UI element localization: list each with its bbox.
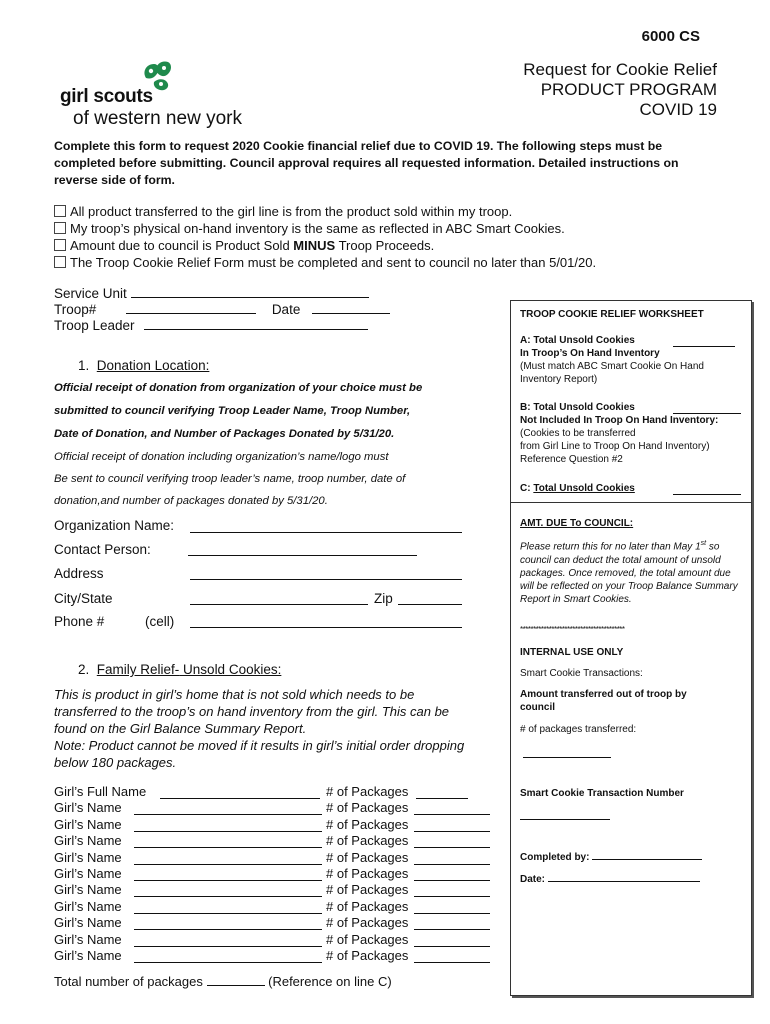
family-relief-description: This is product in girl’s home that is not sold which needs to be transferred to the troop’s on hand inventory from the girl. This can be found on the Girl Balance Summary Report. Note: Product cannot be moved if it results in girl’s initial order dropping below 180 packages. [54,687,465,770]
table-row: Girl’s Full Name # of Packages [54,784,494,800]
line-b-label: B: Total Unsold Cookies [520,402,635,413]
worksheet-date-label: Date: [520,872,746,886]
line-a-label: A: Total Unsold Cookies [520,335,635,346]
packages-line[interactable] [414,950,490,963]
line-c-input[interactable] [673,482,741,495]
girl-name-line[interactable] [134,868,322,881]
internal-use-label: INTERNAL USE ONLY [520,647,624,658]
intro-text: Complete this form to request 2020 Cookie financial relief due to COVID 19. The following steps must be completed before submitting. Council approval requires all requested information. Detailed instructions on reverse side of form. [54,139,679,187]
table-row: Girl’s Name # of Packages [54,866,494,882]
checkbox[interactable] [54,205,66,217]
org-name-label: Organization Name: [54,518,175,533]
checklist-item: The Troop Cookie Relief Form must be completed and sent to council no later than 5/01/20. [54,254,724,271]
line-b-input[interactable] [673,401,741,414]
line-c-label: C: Total Unsold Cookies [520,483,635,494]
girl-name-line[interactable] [134,884,322,897]
total-packages-line[interactable] [207,973,265,986]
page-title [420,60,717,120]
family-relief-heading: 2. Family Relief- Unsold Cookies: [78,662,282,677]
packages-line[interactable] [414,917,490,930]
service-unit-line[interactable] [131,285,369,298]
girl-packages-table [54,784,494,964]
packages-line[interactable] [414,868,490,881]
troop-leader-field[interactable]: Troop Leader [54,317,368,333]
separator-stars: **************************************** [520,625,625,634]
worksheet-divider [511,502,751,503]
table-row: Girl’s Name # of Packages [54,948,494,964]
logo-text-girl-scouts: girl scouts [60,86,153,107]
contact-person-line[interactable] [188,543,417,556]
troop-date-line[interactable] [312,301,390,314]
title-line-1: Request for Cookie Relief [523,60,717,79]
girl-name-line[interactable] [134,950,322,963]
contact-person-label: Contact Person: [54,542,151,557]
girl-name-line[interactable] [160,786,320,799]
table-row: Girl’s Name # of Packages [54,899,494,915]
title-line-3: COVID 19 [639,100,717,119]
zip-label: Zip [374,591,393,606]
packages-line[interactable] [414,819,490,832]
checklist-item: All product transferred to the girl line is from the product sold within my troop. [54,203,724,220]
line-a-sublabel: In Troop’s On Hand Inventory [520,348,660,359]
line-a-note: (Must match ABC Smart Cookie On Hand Inventory Report) [520,361,704,385]
line-b-note: (Cookies to be transferred [520,428,636,439]
checklist-item: My troop’s physical on-hand inventory is the same as reflected in ABC Smart Cookies. [54,220,724,237]
packages-line[interactable] [414,852,490,865]
form-code: 6000 CS [641,28,700,45]
checklist-item: Amount due to council is Product Sold MINUS Troop Proceeds. [54,237,724,254]
logo-text-region: of western new york [73,108,242,129]
donation-note-line: donation,and number of packages donated by 5/31/20. [54,495,328,507]
packages-line[interactable] [414,802,490,815]
packages-line[interactable] [414,934,490,947]
table-row: Girl’s Name # of Packages [54,882,494,898]
completed-by-label: Completed by: [520,850,746,864]
return-instructions: Please return this for no later than May 1st so council can deduct the total amount of unsold packages. Once removed, the total amount due will be reflected on your Troop Balance Summary Report in Smart Cookies. [520,540,738,606]
phone-line[interactable] [190,615,462,628]
packages-line[interactable] [414,901,490,914]
troop-number-line[interactable] [126,301,256,314]
table-row: Girl’s Name # of Packages [54,833,494,849]
packages-line[interactable] [414,835,490,848]
girl-name-line[interactable] [134,852,322,865]
worksheet-date-input[interactable] [548,872,700,882]
phone-label: Phone # [54,614,105,629]
girl-name-line[interactable] [134,835,322,848]
org-name-line[interactable] [190,520,462,533]
completed-by-input[interactable] [592,850,702,860]
total-packages-row: Total number of packages (Reference on line C) [54,974,392,989]
troop-leader-line[interactable] [144,317,368,330]
donation-instruction-line: submitted to council verifying Troop Leader Name, Troop Number, [54,405,411,417]
city-state-label: City/State [54,591,113,606]
girl-name-line[interactable] [134,819,322,832]
smart-cookie-transactions-label: Smart Cookie Transactions: [520,668,643,679]
worksheet-title: TROOP COOKIE RELIEF WORKSHEET [520,309,704,320]
donation-note-line: Be sent to council verifying troop leader’s name, troop number, date of [54,473,406,485]
table-row: Girl’s Name # of Packages [54,915,494,931]
address-label: Address [54,566,104,581]
packages-line[interactable] [414,884,490,897]
girl-name-line[interactable] [134,934,322,947]
line-b-sublabel: Not Included In Troop On Hand Inventory: [520,415,719,426]
table-row: Girl’s Name # of Packages [54,932,494,948]
amount-transferred-label: Amount transferred out of troop by council [520,689,687,713]
checkbox[interactable] [54,222,66,234]
donation-instruction-line: Date of Donation, and Number of Packages Donated by 5/31/20. [54,428,395,440]
service-unit-field[interactable]: Service Unit [54,285,369,301]
cell-label: (cell) [145,614,175,629]
address-line[interactable] [190,567,462,580]
amount-due-label: AMT. DUE To COUNCIL: [520,518,634,529]
troop-number-field[interactable]: Troop# Date [54,301,390,317]
zip-line[interactable] [398,592,462,605]
girl-name-line[interactable] [134,802,322,815]
checkbox[interactable] [54,256,66,268]
requirements-checklist [54,203,724,271]
checkbox[interactable] [54,239,66,251]
transaction-number-label: Smart Cookie Transaction Number [520,788,684,799]
donation-instruction-line: Official receipt of donation from organization of your choice must be [54,382,423,394]
girl-name-line[interactable] [134,901,322,914]
donation-note-line: Official receipt of donation including organization’s name/logo must [54,451,389,463]
packages-transferred-label: # of packages transferred: [520,724,637,735]
city-state-line[interactable] [190,592,368,605]
transaction-number-input[interactable] [520,807,610,820]
table-row: Girl’s Name # of Packages [54,850,494,866]
title-line-2: PRODUCT PROGRAM [540,80,717,99]
donation-heading: 1. Donation Location: [78,358,210,373]
girl-scouts-logo [58,60,258,132]
packages-transferred-input[interactable] [523,745,611,758]
girl-name-line[interactable] [134,917,322,930]
line-a-input[interactable] [673,334,735,347]
line-b-note: from Girl Line to Troop On Hand Inventory) [520,441,710,452]
table-row: Girl’s Name # of Packages [54,800,494,816]
table-row: Girl’s Name # of Packages [54,817,494,833]
troop-cookie-relief-worksheet [510,300,752,996]
line-b-note: Reference Question #2 [520,454,623,465]
packages-line[interactable] [416,786,468,799]
